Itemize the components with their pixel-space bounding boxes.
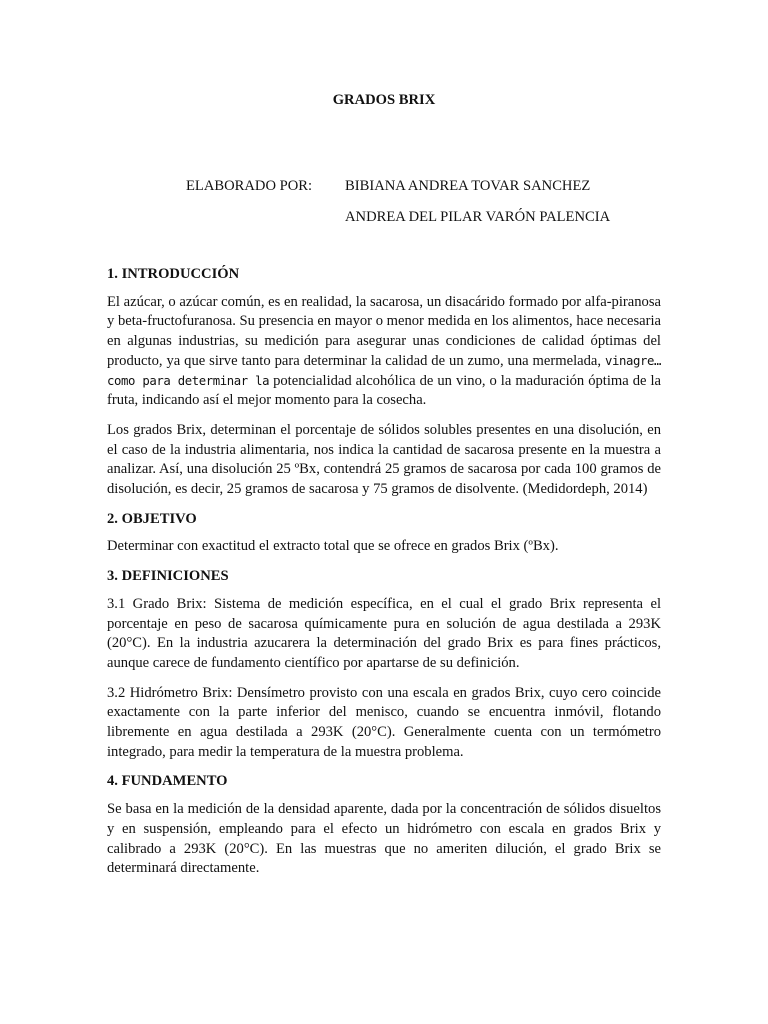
section-introduccion bbox=[107, 265, 661, 500]
paragraph: Determinar con exactitud el extracto total que se ofrece en grados Brix (ºBx). bbox=[107, 538, 559, 555]
author-name: ANDREA DEL PILAR VARÓN PALENCIA bbox=[345, 209, 611, 225]
section-heading: 4. FUNDAMENTO bbox=[107, 773, 228, 790]
paragraph-text: potencialidad alcohólica de un vino, o la maduración óptima de la fruta, indicando así el mejor momento para la cosecha. bbox=[107, 372, 662, 409]
paragraph-text: El azúcar, o azúcar común, es en realidad, la sacarosa, un disacárido formado por alfa-piranosa y beta-fructofuranosa. Su presencia en mayor o menor medida en los alimentos, hace necesaria en algunas industrias, su medición para asegurar unas condiciones de calidad óptimas del producto, ya que sirve tanto para determinar la calidad de un zumo, una mermelada, bbox=[107, 293, 661, 369]
document-title: GRADOS BRIX bbox=[332, 92, 436, 108]
authors-label: ELABORADO POR: bbox=[186, 178, 313, 194]
paragraph: Los grados Brix, determinan el porcentaje de sólidos solubles presentes en una disolución, en el caso de la industria alimentaria, nos indica la cantidad de sacarosa presente en la muestra a analizar. Así, una disolución 25 ºBx, contendrá 25 gramos de sacarosa por cada 100 gramos de disolución, es decir, 25 gramos de sacarosa y 75 gramos de disolvente. (Medidordeph, 2014) bbox=[107, 421, 661, 498]
paragraph: 3.2 Hidrómetro Brix: Densímetro provisto con una escala en grados Brix, cuyo cero coincide exactamente con la parte inferior del menisco, cuando se encuentra inmóvil, flotando libremente en agua destilada a 293K (20°C). Generalmente cuenta con un termómetro integrado, para medir la temperatura de la muestra problema. bbox=[107, 684, 661, 760]
section-heading: 1. INTRODUCCIÓN bbox=[107, 266, 240, 282]
section-heading: 3. DEFINICIONES bbox=[107, 568, 229, 585]
paragraph: 3.1 Grado Brix: Sistema de medición específica, en el cual el grado Brix representa el porcentaje en peso de sacarosa químicamente pura en solución de agua destilada a 293K (20°C). En la industria azucarera la determinación del grado Brix es para fines prácticos, aunque carece de fundamento científico por apartarse de su definición. bbox=[107, 595, 661, 671]
paragraph bbox=[107, 293, 661, 411]
document-body bbox=[107, 265, 661, 889]
author-name: BIBIANA ANDREA TOVAR SANCHEZ bbox=[345, 178, 591, 194]
section-heading: 2. OBJETIVO bbox=[107, 510, 197, 527]
section-definiciones bbox=[107, 567, 661, 762]
paragraph-text-monospace: vinagre… como para determinar la bbox=[107, 353, 661, 388]
section-fundamento bbox=[107, 772, 661, 879]
section-objetivo bbox=[107, 510, 661, 557]
paragraph: Se basa en la medición de la densidad aparente, dada por la concentración de sólidos disueltos y en suspensión, empleando para el efecto un hidrómetro con escala en grados Brix y calibrado a 293K (20°C). En las muestras que no ameriten dilución, el grado Brix se determinará directamente. bbox=[107, 801, 661, 877]
